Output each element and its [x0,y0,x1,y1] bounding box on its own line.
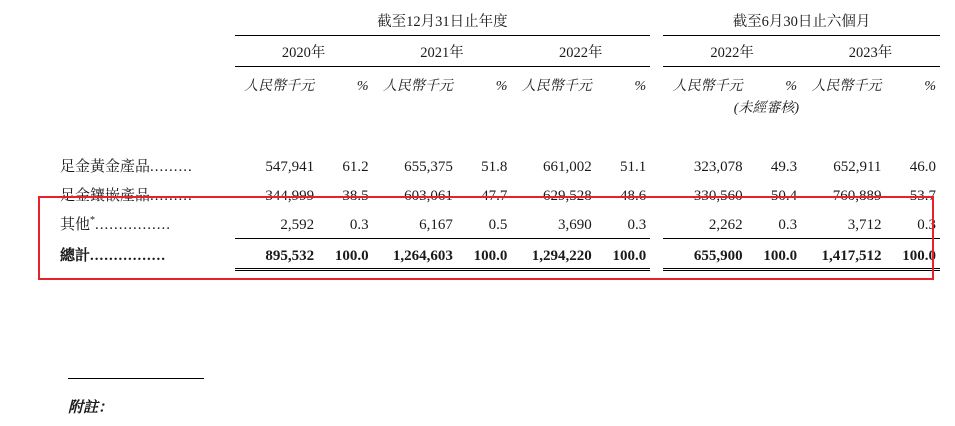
unit-amount-2020: 人民幣千元 [244,79,315,94]
unit-amount-2021: 人民幣千元 [382,79,453,94]
cell-inlay-2022i-pct: 50.4 [770,188,798,204]
unit-amount-2023i: 人民幣千元 [811,79,882,94]
cell-gold-2022i-amount: 323,078 [693,159,743,175]
unit-percent-2023i: % [924,79,936,94]
row-dots-inlay: ......... [150,188,193,204]
table-row [60,209,940,238]
cell-inlay-2023i-pct: 53.7 [909,188,936,204]
cell-total-2020-amount: 895,532 [235,238,317,269]
row-label-gold [60,151,235,180]
cell-total-2023i-pct: 100.0 [883,238,940,269]
unit-header-row [60,67,940,97]
unit-gap [650,67,663,97]
cell-others-2022a-pct: 0.3 [594,209,650,238]
unaudited-spacer [235,97,651,123]
group-header-row [60,10,940,35]
row-dots-total: ................ [90,248,167,264]
cell-others-2023i-pct: 0.3 [883,209,940,238]
cell-others-2020-amount: 2,592 [235,209,317,238]
cell-gold-2021-pct: 51.8 [481,159,508,175]
unit-amount-2022a: 人民幣千元 [521,79,592,94]
unit-percent-2020: % [356,79,369,94]
unaudited-note-row [60,97,940,123]
row-dots-others: ................ [95,217,172,233]
cell-total-2022a-pct: 100.0 [594,238,650,269]
group-gap [650,10,663,35]
table-total-row [60,238,940,269]
cell-gold-2022a-amount: 661,002 [542,159,592,175]
financial-table [60,10,940,271]
unit-percent-2022i: % [785,79,798,94]
row-gap-total [650,238,663,269]
cell-total-2022a-amount: 1,294,220 [511,238,593,269]
unit-percent-2021: % [495,79,508,94]
cell-gold-2023i-pct: 46.0 [909,159,936,175]
cell-gold-2022a-pct: 51.1 [619,159,647,175]
footnote-label: 附註： [68,400,114,416]
cell-total-2021-amount: 1,264,603 [373,238,455,269]
period-blank [60,36,235,66]
cell-total-2020-pct: 100.0 [316,238,372,269]
cell-others-2022i-amount: 2,262 [663,209,745,238]
cell-others-2022i-pct: 0.3 [745,209,801,238]
period-2020: 2020年 [281,45,326,61]
cell-total-2021-pct: 100.0 [455,238,511,269]
cell-inlay-2021-pct: 47.7 [481,188,508,204]
row-dots-gold: ......... [150,159,193,175]
cell-others-2023i-amount: 3,712 [801,209,883,238]
cell-total-2022i-pct: 100.0 [745,238,801,269]
row-label-gold-text: 足金黃金產品 [60,159,151,175]
row-label-others-superscript: * [90,215,96,226]
unit-blank [60,67,235,97]
cell-gold-2022i-pct: 49.3 [770,159,798,175]
row-label-total [60,238,235,269]
group-header-annual: 截至12月31日止年度 [377,14,508,30]
cell-others-2021-amount: 6,167 [373,209,455,238]
footnote-divider [68,378,204,379]
cell-inlay-2022a-pct: 48.6 [619,188,647,204]
unaudited-gap [650,97,663,123]
row-gap-gold [650,151,663,180]
cell-total-2023i-amount: 1,417,512 [801,238,883,269]
cell-gold-2020-pct: 61.2 [342,159,369,175]
cell-inlay-2022a-amount: 629,528 [542,188,592,204]
cell-inlay-2020-pct: 38.5 [342,188,369,204]
cell-gold-2023i-amount: 652,911 [833,159,882,175]
period-gap [650,36,663,66]
cell-inlay-2023i-amount: 760,889 [832,188,882,204]
row-gap-inlay [650,180,663,209]
table-spacer-cell [60,123,940,151]
table-spacer-row [60,123,940,151]
table-row [60,180,940,209]
cell-inlay-2021-amount: 603,061 [404,188,453,204]
unit-amount-2022i: 人民幣千元 [672,79,743,94]
period-2021: 2021年 [420,45,464,61]
row-label-inlay [60,180,235,209]
unit-percent-2022a: % [634,79,647,94]
period-2022-annual: 2022年 [559,45,603,61]
row-label-total-text: 總計 [60,248,91,264]
row-gap-others [650,209,663,238]
period-header-row [60,36,940,66]
unaudited-blank [60,97,235,123]
cell-gold-2020-amount: 547,941 [265,159,315,175]
row-label-inlay-text: 足金鑲嵌產品 [60,188,151,204]
group-header-interim: 截至6月30日止六個月 [732,14,871,30]
table-row [60,151,940,180]
cell-inlay-2020-amount: 344,999 [265,188,315,204]
corner-blank [60,10,235,35]
unaudited-label: (未經審核) [733,101,800,116]
cell-inlay-2022i-amount: 330,560 [693,188,743,204]
cell-total-2022i-amount: 655,900 [663,238,745,269]
cell-others-2022a-amount: 3,690 [511,209,593,238]
cell-others-2021-pct: 0.5 [455,209,511,238]
unaudited-trailing [801,97,940,123]
cell-others-2020-pct: 0.3 [316,209,372,238]
period-2022-interim: 2022年 [710,45,754,61]
row-label-others-text: 其他 [60,217,91,233]
cell-gold-2021-amount: 655,375 [404,159,453,175]
row-label-others [60,209,235,238]
period-2023-interim: 2023年 [848,45,893,61]
